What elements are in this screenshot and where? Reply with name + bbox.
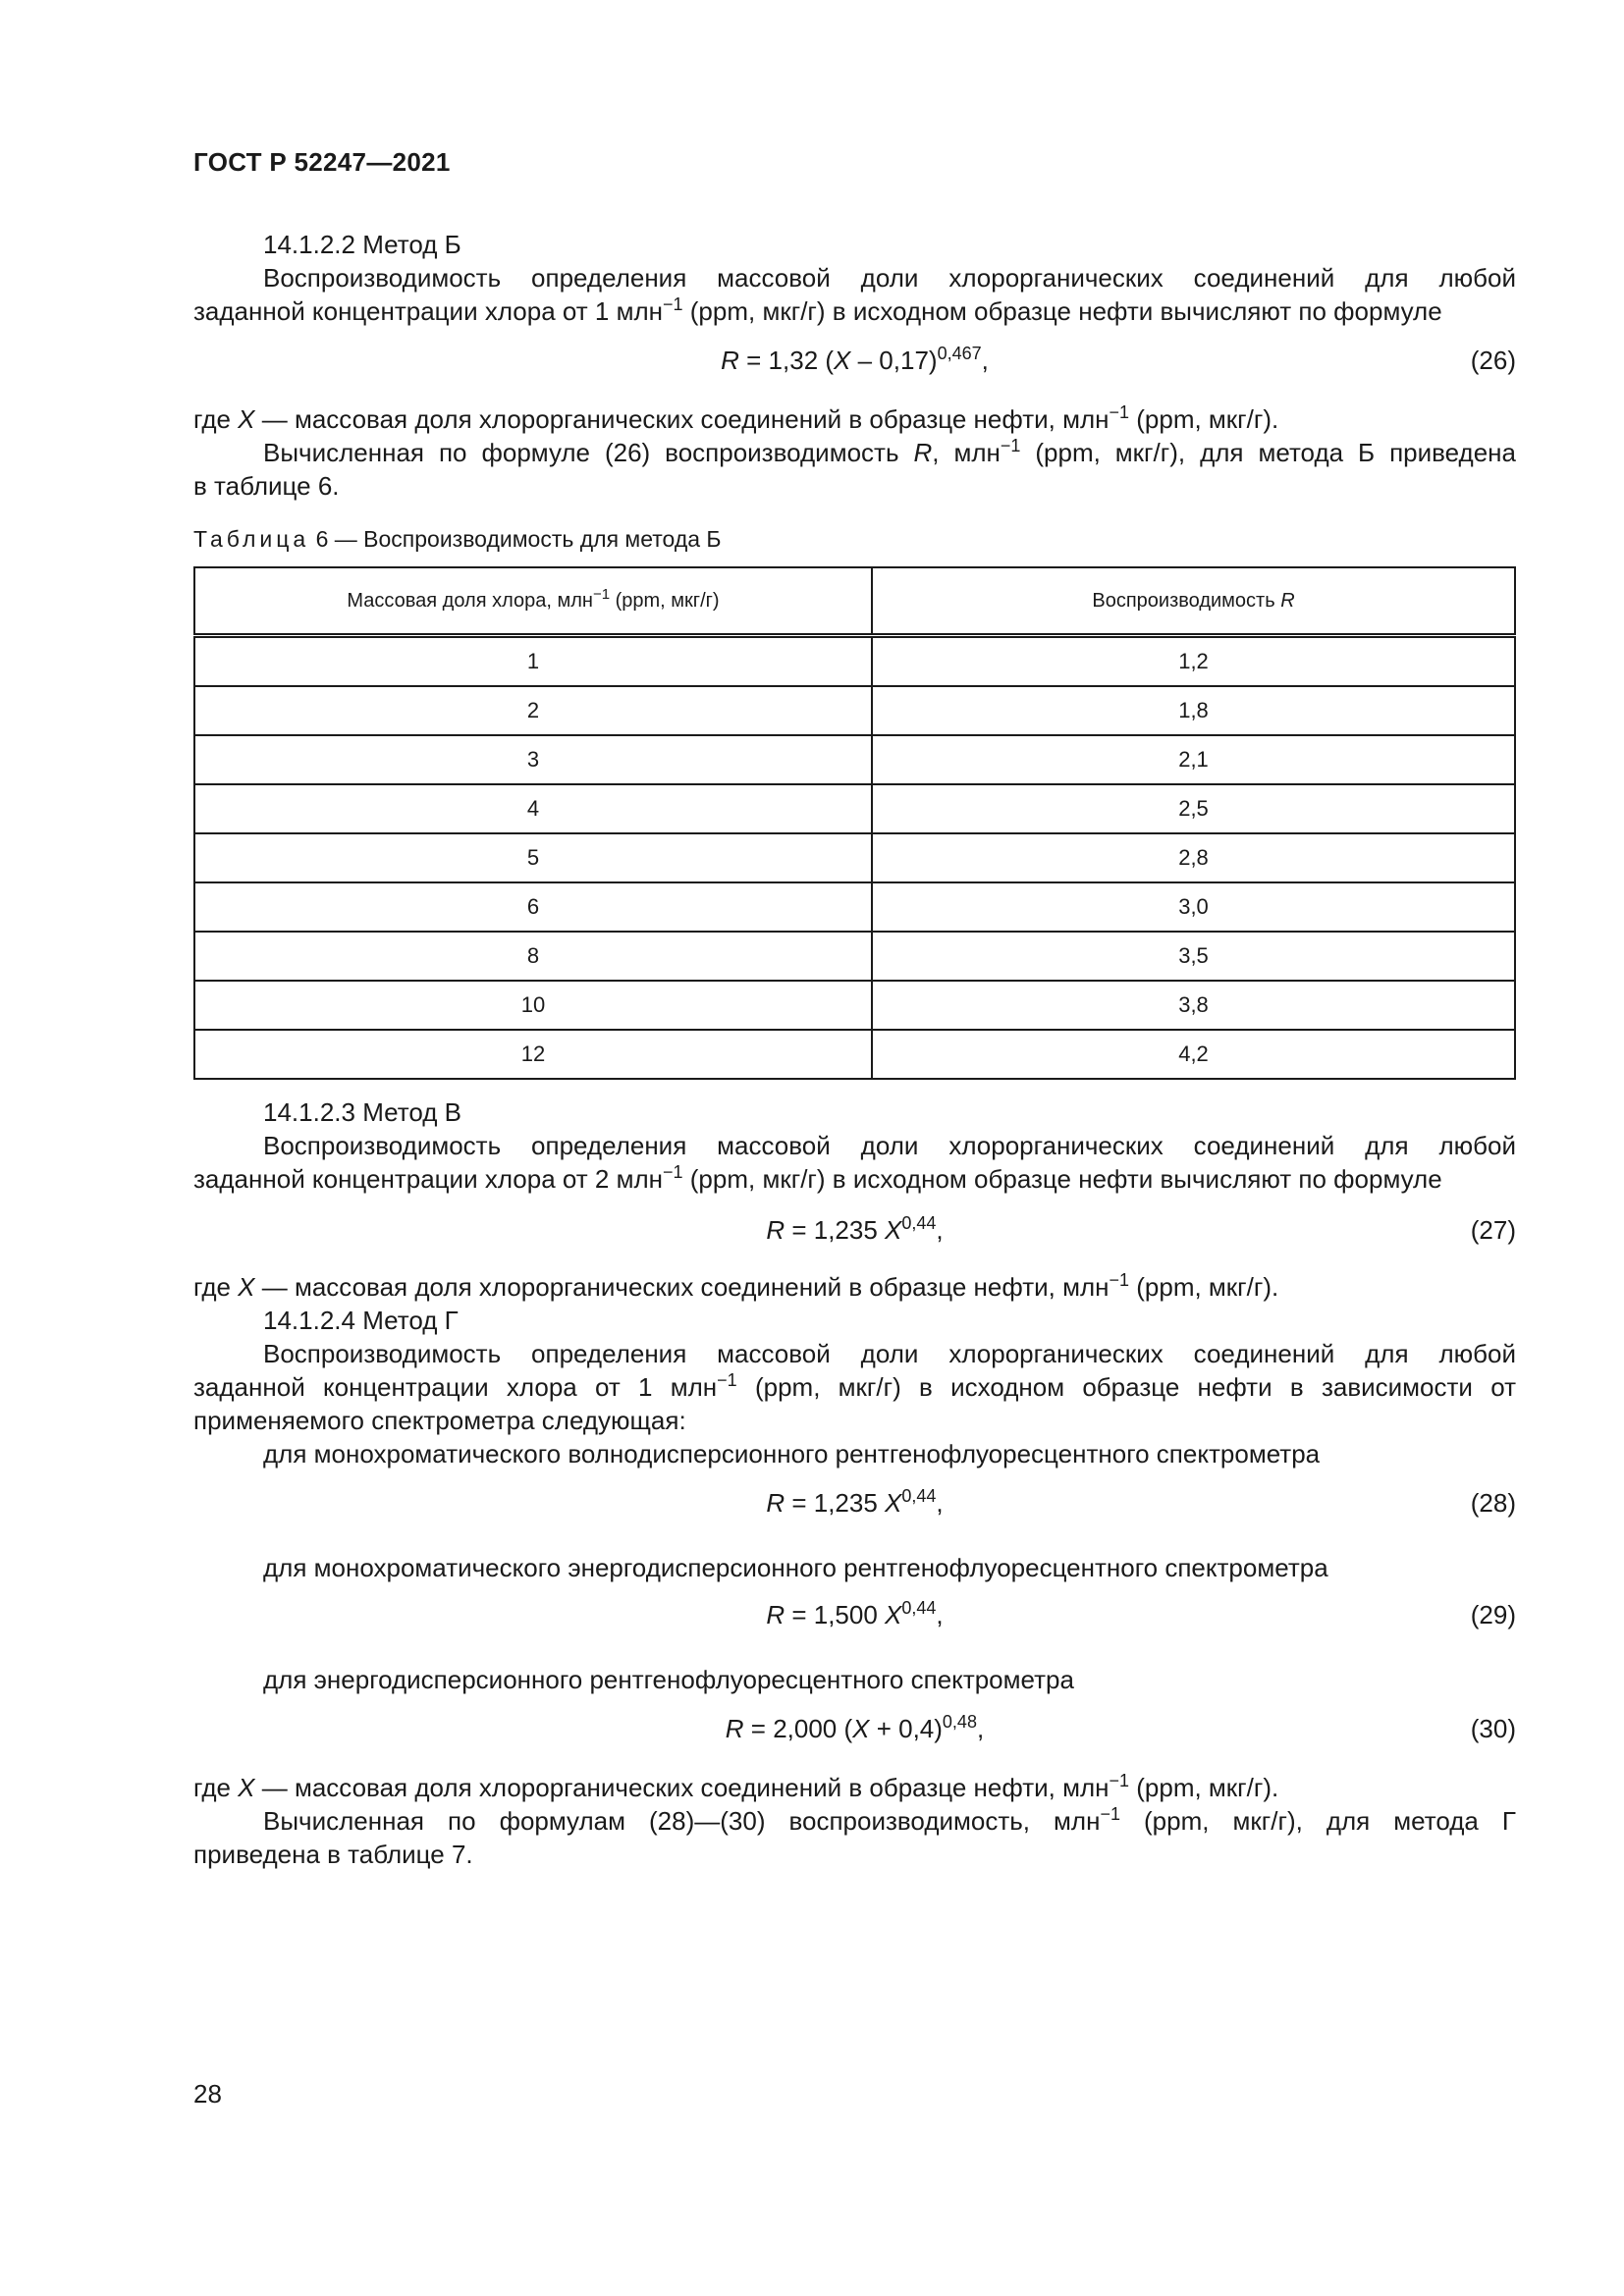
document-header: ГОСТ Р 52247—2021 [193, 147, 451, 177]
cell-concentration: 12 [194, 1030, 872, 1079]
table-6 [193, 566, 1516, 1080]
cell-reproducibility: 1,8 [872, 686, 1515, 735]
table-row [194, 636, 1515, 687]
cell-reproducibility: 2,5 [872, 784, 1515, 833]
cell-reproducibility: 2,1 [872, 735, 1515, 784]
cell-concentration: 6 [194, 882, 872, 932]
paragraph-line: для энергодисперсионного рентгенофлуоресцентного спектрометра [263, 1665, 1074, 1694]
table-row [194, 1030, 1515, 1079]
table-row [194, 932, 1515, 981]
cell-concentration: 10 [194, 981, 872, 1030]
table-caption: Таблица 6 — Воспроизводимость для метода Б [193, 526, 722, 552]
paragraph-line: где X — массовая доля хлорорганических соединений в образце нефти, млн$^{-1}$ (ppm, мкг/г). [193, 1270, 1279, 1302]
cell-concentration: 3 [194, 735, 872, 784]
paragraph-line: заданной концентрации хлора от 2 млн$^{-1}$ (ppm, мкг/г) в исходном образце нефти вычисляют по формуле [193, 1162, 1442, 1194]
cell-reproducibility: 4,2 [872, 1030, 1515, 1079]
equation-number: (27) [1470, 1215, 1516, 1245]
paragraph-line: Воспроизводимость определения массовой доли хлорорганических соединений для любой [263, 1131, 1516, 1160]
paragraph-line: Вычисленная по формуле (26) воспроизводимость R, млн$^{-1}$ (ppm, мкг/г), для метода Б приведена [263, 436, 1517, 467]
paragraph-line: заданной концентрации хлора от 1 млн$^{-1}$ (ppm, мкг/г) в исходном образце нефти в зависимости от [193, 1370, 1516, 1402]
cell-reproducibility: 3,0 [872, 882, 1515, 932]
table-row [194, 981, 1515, 1030]
cell-reproducibility: 2,8 [872, 833, 1515, 882]
page-number: 28 [193, 2079, 222, 2109]
paragraph-line: приведена в таблице 7. [193, 1840, 473, 1869]
cell-concentration: 5 [194, 833, 872, 882]
table-row [194, 833, 1515, 882]
paragraph-line: где X — массовая доля хлорорганических соединений в образце нефти, млн$^{-1}$ (ppm, мкг/г). [193, 1771, 1279, 1802]
cell-reproducibility: 3,8 [872, 981, 1515, 1030]
cell-concentration: 4 [194, 784, 872, 833]
paragraph-line: для монохроматического волнодисперсионного рентгенофлуоресцентного спектрометра [263, 1439, 1321, 1468]
cell-reproducibility: 3,5 [872, 932, 1515, 981]
paragraph-line: в таблице 6. [193, 471, 340, 501]
paragraph-line: заданной концентрации хлора от 1 млн$^{-1}$ (ppm, мкг/г) в исходном образце нефти вычисляют по формуле [193, 294, 1442, 326]
column-header-concentration: Массовая доля хлора, млн$^{-1}$ (ppm, мкг/г) [194, 567, 872, 636]
paragraph-line: применяемого спектрометра следующая: [193, 1406, 686, 1435]
paragraph-line: Воспроизводимость определения массовой доли хлорорганических соединений для любой [263, 1339, 1516, 1368]
cell-concentration: 8 [194, 932, 872, 981]
cell-concentration: 2 [194, 686, 872, 735]
table-row [194, 882, 1515, 932]
cell-concentration: 1 [194, 636, 872, 687]
paragraph-line: где X — массовая доля хлорорганических соединений в образце нефти, млн$^{-1}$ (ppm, мкг/г). [193, 402, 1279, 434]
formula-28: R = 1,235 X$^{0,44}$, (28) [766, 1486, 1516, 1518]
table-row [194, 686, 1515, 735]
formula-29: R = 1,500 X$^{0,44}$, (29) [766, 1598, 1516, 1629]
table-header-row [194, 567, 1515, 636]
paragraph-line: Воспроизводимость определения массовой доли хлорорганических соединений для любой [263, 263, 1516, 293]
section-heading-method-b: 14.1.2.2 Метод Б [263, 230, 461, 259]
equation-number: (29) [1470, 1600, 1516, 1629]
equation-number: (30) [1470, 1714, 1516, 1743]
table-row [194, 735, 1515, 784]
formula-26: R = 1,32 (X – 0,17)$^{0,467}$, (26) [721, 344, 1516, 375]
paragraph-line: Вычисленная по формулам (28)—(30) воспроизводимость, млн$^{-1}$ (ppm, мкг/г), для метода Г [263, 1804, 1516, 1836]
table-row [194, 784, 1515, 833]
equation-number: (26) [1470, 346, 1516, 375]
formula-30: R = 2,000 $(X + 0,4)^{0,48}$, (30) [725, 1712, 1516, 1743]
equation-number: (28) [1470, 1488, 1516, 1518]
paragraph-line: для монохроматического энергодисперсионного рентгенофлуоресцентного спектрометра [263, 1553, 1328, 1582]
column-header-reproducibility: Воспроизводимость R [872, 567, 1515, 636]
formula-27: R = 1,235 X$^{0,44}$, (27) [766, 1213, 1516, 1245]
section-heading-method-g: 14.1.2.4 Метод Г [263, 1306, 459, 1335]
section-heading-method-v: 14.1.2.3 Метод В [263, 1097, 461, 1127]
cell-reproducibility: 1,2 [872, 636, 1515, 687]
